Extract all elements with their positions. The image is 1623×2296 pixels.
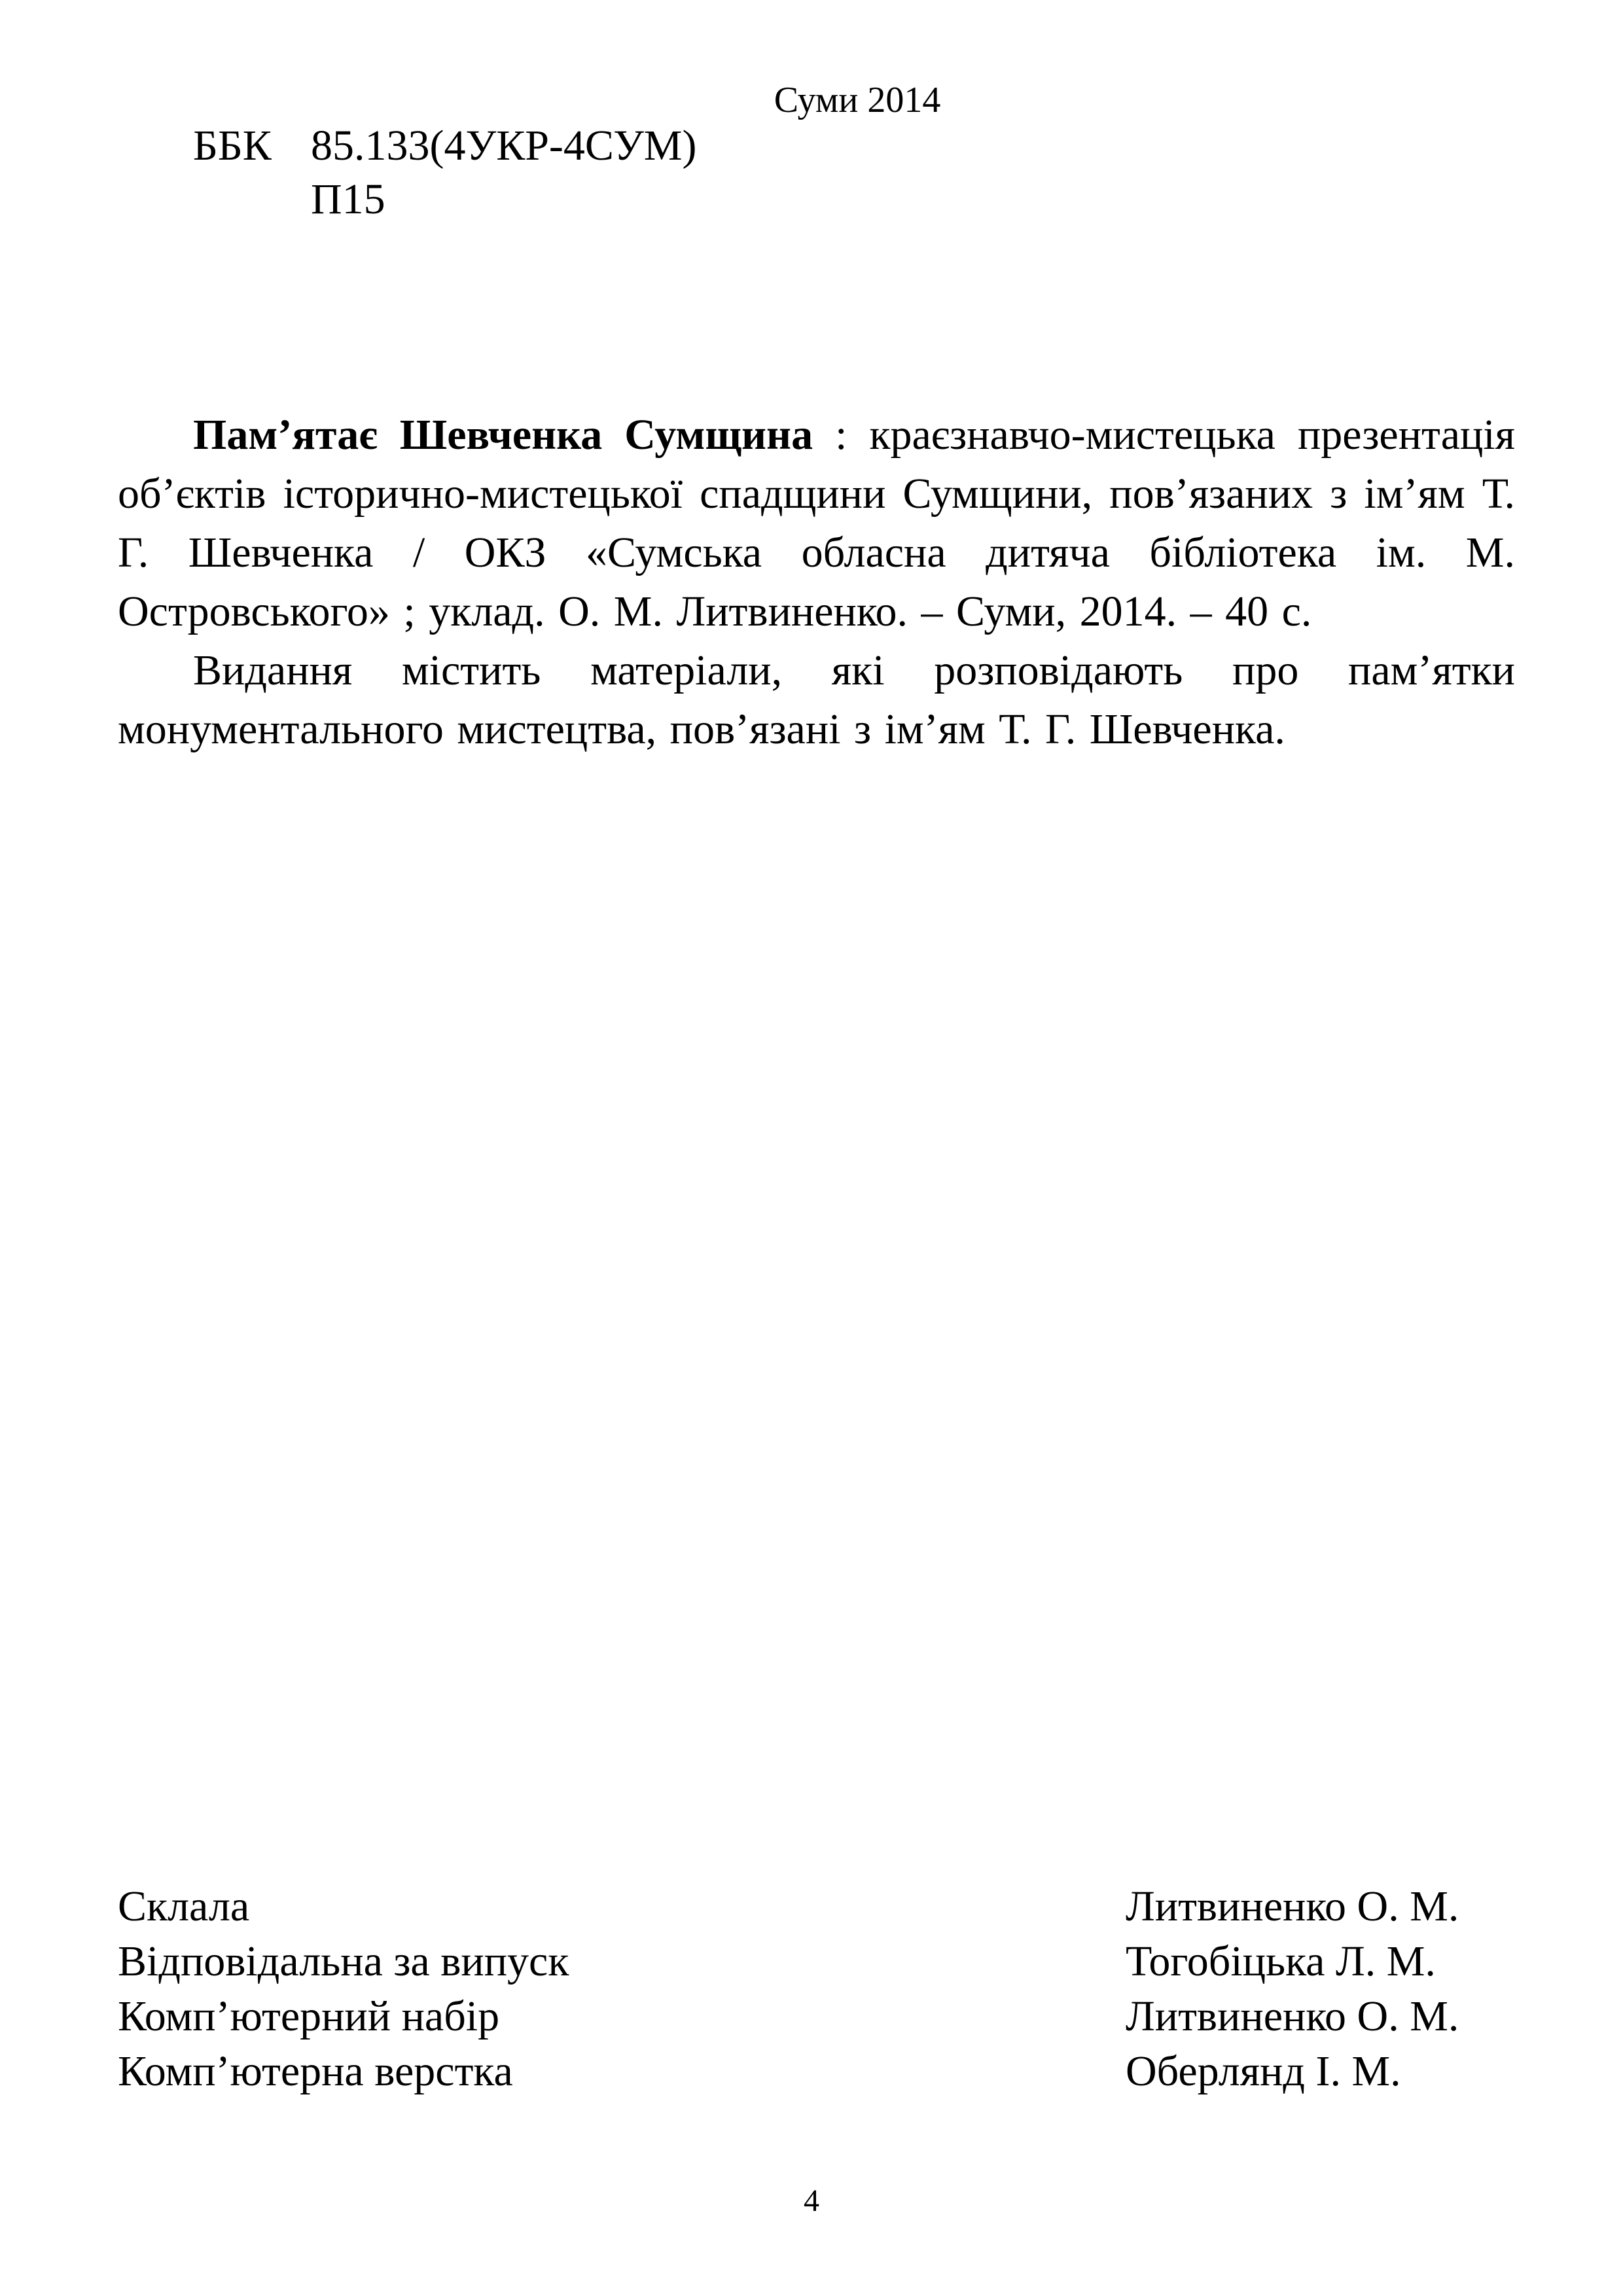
- bibliographic-record: [118, 406, 1515, 641]
- author-code: П15: [311, 175, 385, 223]
- credit-row: [118, 2044, 1518, 2099]
- annotation-block: [118, 406, 1515, 759]
- running-head: Суми 2014: [774, 80, 941, 120]
- bibliographic-description: : краєзнавчо-мистецька презентація об’єктів історично-мистецької спадщини Сумщини, пов’язаних з ім’ям Т. Г. Шевченка / ОКЗ «Сумська обласна дитяча бібліотека ім. М. Островського» ; уклад. О. М. Литвиненко. – Суми, 2014. – 40 с.: [118, 411, 1516, 635]
- bbk-code: 85.133(4УКР-4СУМ): [311, 122, 697, 169]
- page-number: 4: [804, 2183, 819, 2218]
- credit-role: Відповідальна за випуск: [118, 1937, 569, 1985]
- summary-paragraph: Видання містить матеріали, які розповідають про пам’ятки монументального мистецтва, пов’язані з ім’ям Т. Г. Шевченка.: [118, 646, 1515, 753]
- credit-role: Комп’ютерна верстка: [118, 2047, 513, 2095]
- credit-name: Литвиненко О. М.: [1126, 1992, 1459, 2040]
- credit-row: [118, 1989, 1518, 2044]
- credit-name: Тогобіцька Л. М.: [1126, 1937, 1436, 1985]
- bbk-classification: [193, 119, 696, 226]
- credit-role: Комп’ютерний набір: [118, 1992, 500, 2040]
- credit-name: Литвиненко О. М.: [1126, 1882, 1459, 1930]
- credit-row: [118, 1934, 1518, 1989]
- bbk-label: ББК: [193, 122, 272, 169]
- credits-block: [118, 1879, 1518, 2099]
- bbk-row: [193, 119, 696, 173]
- credit-role: Склала: [118, 1882, 250, 1930]
- publication-title: Пам’ятає Шевченка Сумщина: [193, 411, 813, 459]
- credit-name: Оберлянд І. М.: [1126, 2047, 1401, 2095]
- credit-row: [118, 1879, 1518, 1934]
